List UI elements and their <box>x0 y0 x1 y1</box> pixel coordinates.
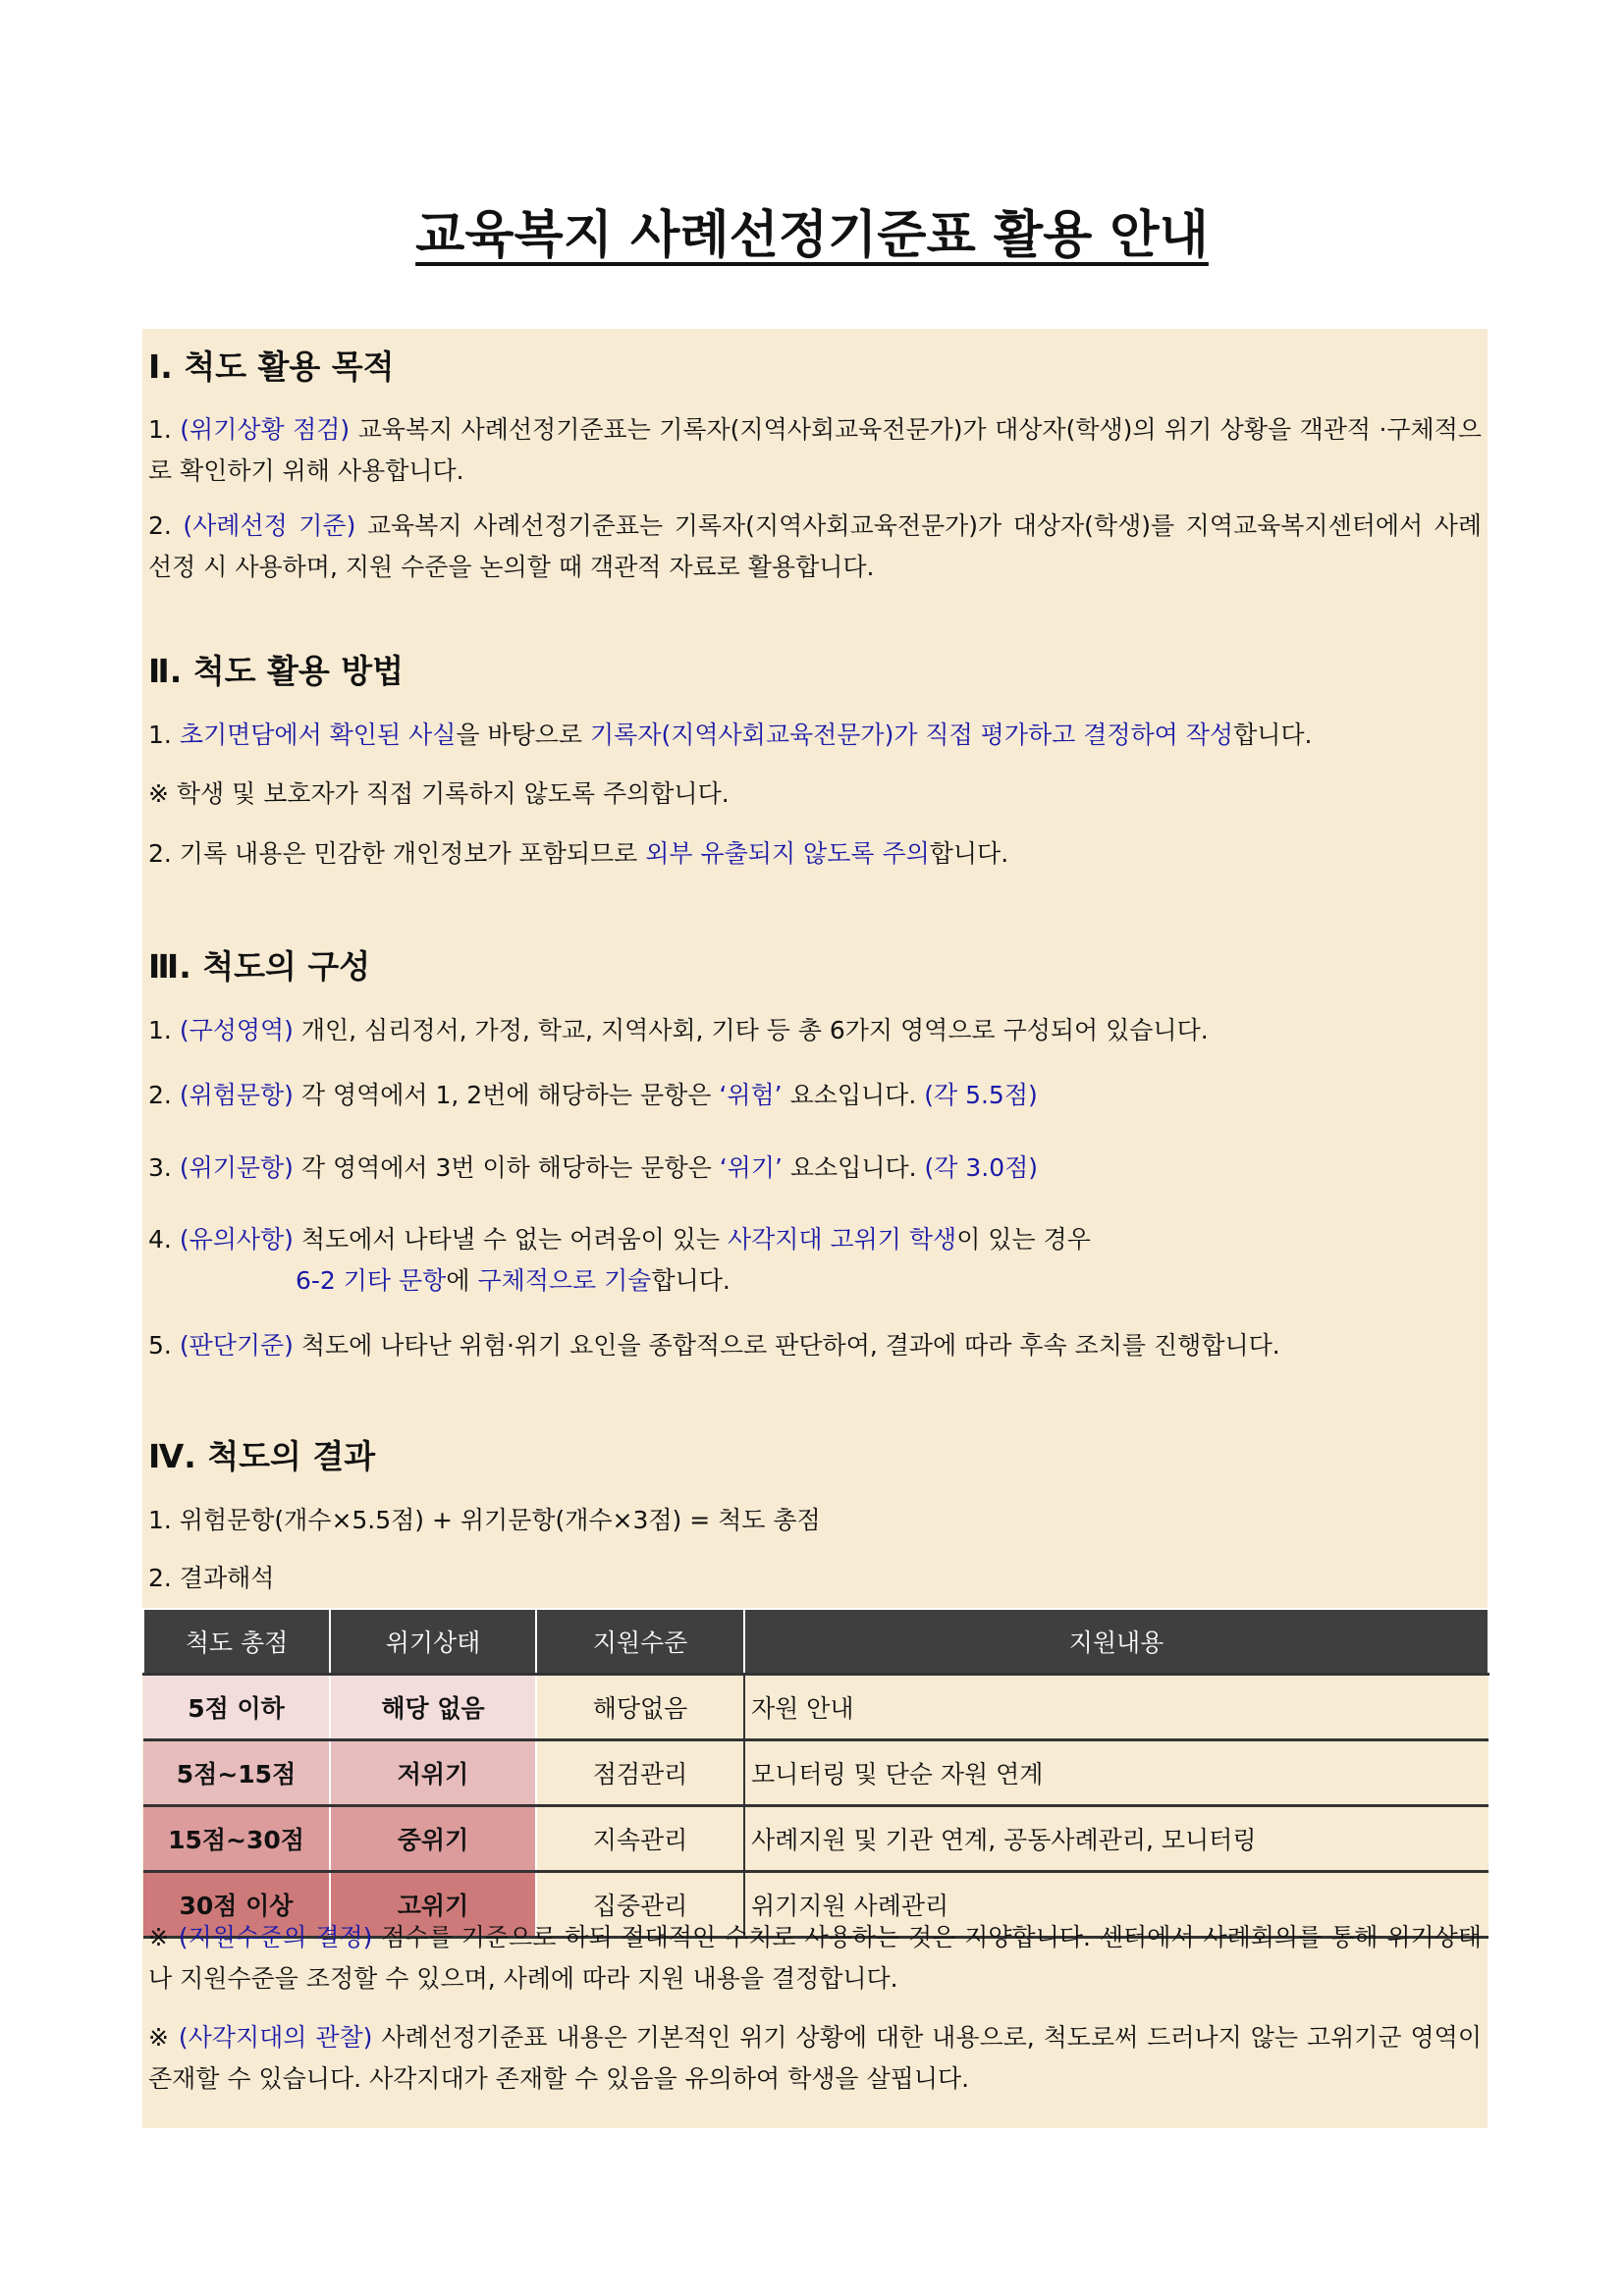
section-4-formula: 1. 위험문항(개수×5.5점) + 위기문항(개수×3점) = 척도 총점 <box>148 1506 821 1534</box>
table-row: 5점 이하 해당 없음 해당없음 자원 안내 <box>143 1675 1489 1740</box>
section-1-item-2: 2. (사례선정 기준) 교육복지 사례선정기준표는 기록자(지역사회교육전문가)가 대상자(학생)를 지역교육복지센터에서 사례 선정 시 사용하며, 지원 수준을 논의할 때 객관적 자료로 활용합니다. <box>148 511 1482 581</box>
section-3-item-5: 5. (판단기준) 척도에 나타난 위험·위기 요인을 종합적으로 판단하여, 결과에 따라 후속 조치를 진행합니다. <box>148 1331 1280 1360</box>
header-support-content: 지원내용 <box>744 1609 1489 1675</box>
table-header-row <box>143 1609 1489 1675</box>
section-3-item-2: 2. (위험문항) 각 영역에서 1, 2번에 해당하는 문항은 ‘위험’ 요소입니다. (각 5.5점) <box>148 1081 1038 1109</box>
section-1-heading: Ⅰ. 척도 활용 목적 <box>148 347 395 386</box>
page-title: 교육복지 사례선정기준표 활용 안내 <box>415 206 1209 265</box>
section-2-note: ※ 학생 및 보호자가 직접 기록하지 않도록 주의합니다. <box>148 779 730 808</box>
section-2-item-2: 2. 기록 내용은 민감한 개인정보가 포함되므로 외부 유출되지 않도록 주의합니다. <box>148 839 1009 868</box>
result-table <box>142 1608 1489 1939</box>
note-blind-spot: ※ (사각지대의 관찰) 사례선정기준표 내용은 기본적인 위기 상황에 대한 내용으로, 척도로써 드러나지 않는 고위기군 영역이 존재할 수 있습니다. 사각지대가 존재할 수 있음을 유의하여 학생을 살핍니다. <box>148 2023 1482 2093</box>
table-row: 5점~15점 저위기 점검관리 모니터링 및 단순 자원 연계 <box>143 1740 1489 1806</box>
section-2-heading: Ⅱ. 척도 활용 방법 <box>148 652 405 690</box>
table-row: 30점 이상 고위기 집중관리 위기지원 사례관리 <box>143 1872 1489 1938</box>
header-support-level: 지원수준 <box>536 1609 744 1675</box>
section-3-heading: Ⅲ. 척도의 구성 <box>148 947 371 986</box>
section-2-item-1: 1. 초기면담에서 확인된 사실을 바탕으로 기록자(지역사회교육전문가)가 직접 평가하고 결정하여 작성합니다. <box>148 721 1313 749</box>
section-3-item-3: 3. (위기문항) 각 영역에서 3번 이하 해당하는 문항은 ‘위기’ 요소입니다. (각 3.0점) <box>148 1153 1039 1182</box>
section-1-item-1: 1. (위기상황 점검) 교육복지 사례선정기준표는 기록자(지역사회교육전문가)가 대상자(학생)의 위기 상황을 객관적 ·구체적으로 확인하기 위해 사용합니다. <box>148 415 1482 485</box>
section-4-result-label: 2. 결과해석 <box>148 1564 275 1592</box>
header-total-score: 척도 총점 <box>143 1609 330 1675</box>
section-4-heading: Ⅳ. 척도의 결과 <box>148 1437 376 1475</box>
section-3-item-1: 1. (구성영역) 개인, 심리정서, 가정, 학교, 지역사회, 기타 등 총 6가지 영역으로 구성되어 있습니다. <box>148 1016 1209 1044</box>
header-crisis-status: 위기상태 <box>330 1609 536 1675</box>
note-support-level: ※ (지원수준의 결정) 점수를 기준으로 하되 절대적인 수치로 사용하는 것은 지양합니다. 센터에서 사례회의를 통해 위기상태나 지원수준을 조정할 수 있으며, 사례에 따라 지원 내용을 결정합니다. <box>148 1923 1482 1993</box>
content-box <box>142 329 1488 2128</box>
section-3-item-4: 4. (유의사항) 척도에서 나타낼 수 없는 어려움이 있는 사각지대 고위기 학생이 있는 경우 6-2 기타 문항에 구체적으로 기술합니다. <box>148 1225 1091 1295</box>
table-row: 15점~30점 중위기 지속관리 사례지원 및 기관 연계, 공동사례관리, 모니터링 <box>143 1806 1489 1872</box>
